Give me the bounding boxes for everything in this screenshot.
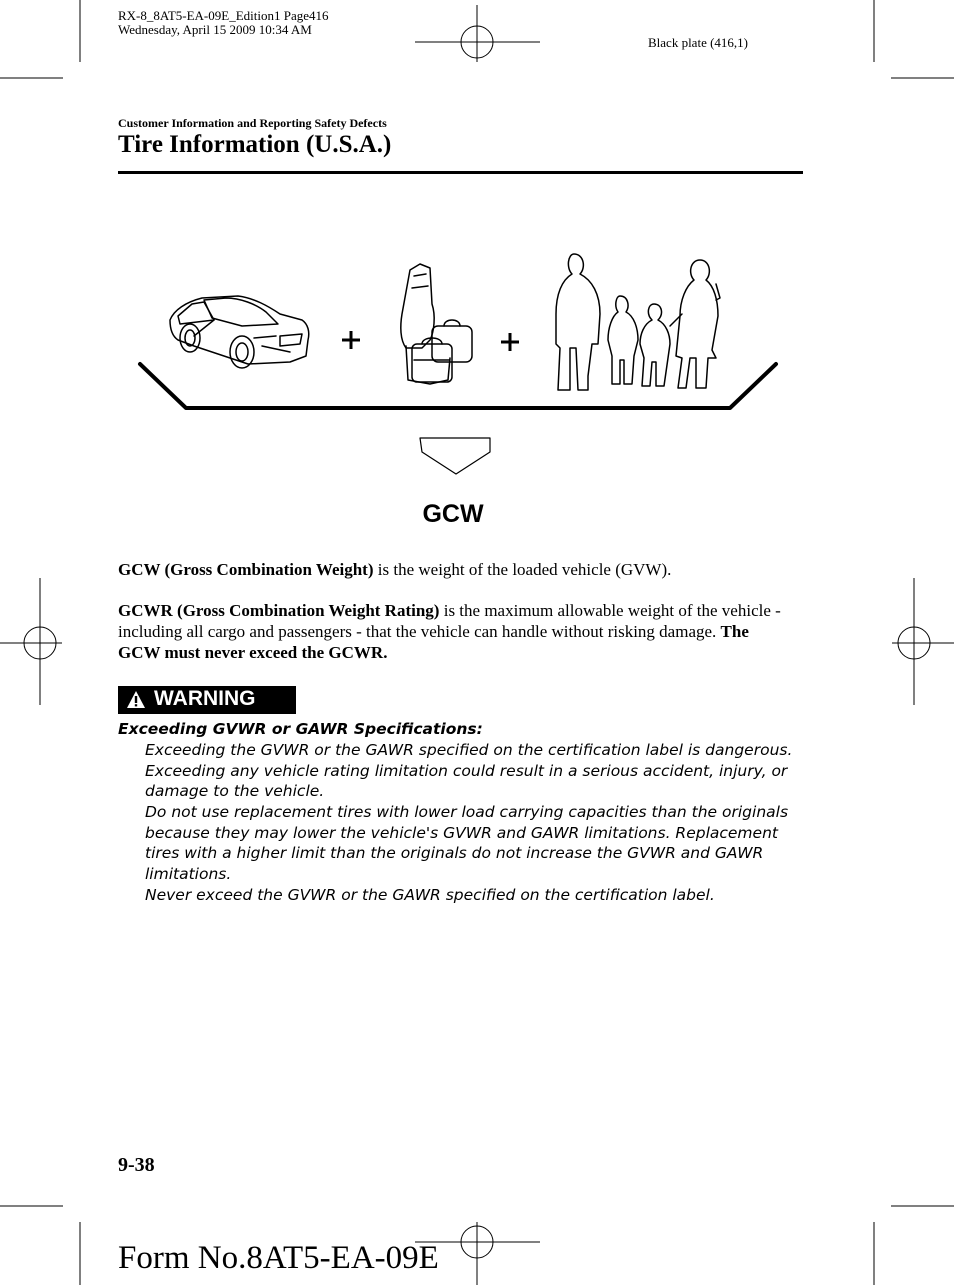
warning-banner	[118, 686, 296, 714]
title-rule	[118, 171, 803, 174]
gcwr-emphasis: The GCW must never exceed the GCWR.	[118, 622, 749, 662]
gcw-definition	[118, 559, 788, 580]
form-number: Form No.8AT5-EA-09E	[118, 1240, 439, 1276]
gcw-label: GCW	[422, 500, 484, 528]
luggage-illustration	[401, 264, 472, 384]
warning-heading: Exceeding GVWR or GAWR Specifications:	[118, 720, 483, 738]
registration-mark-left	[0, 578, 62, 705]
timestamp: Wednesday, April 15 2009 10:34 AM	[118, 22, 312, 37]
down-arrow-icon	[420, 438, 490, 474]
warning-paragraph-1: Exceeding the GVWR or the GAWR specified on the certification label is dangerous. Exceeding any vehicle rating limitation could result in a serious accident, injury, or damage to the vehicle.	[145, 741, 793, 801]
registration-mark-top	[415, 5, 540, 62]
car-illustration	[170, 296, 309, 368]
gcwr-definition	[118, 600, 788, 663]
section-label: Customer Information and Reporting Safety Defects	[118, 116, 387, 130]
page-title: Tire Information (U.S.A.)	[118, 131, 392, 158]
gcwr-text: is the maximum allowable weight of the vehicle - including all cargo and passengers - that the vehicle can handle without risking damage.	[118, 601, 781, 641]
gcw-term: GCW (Gross Combination Weight)	[118, 560, 374, 579]
family-silhouettes	[556, 254, 720, 390]
file-info: RX-8_8AT5-EA-09E_Edition1 Page416	[118, 8, 329, 23]
plate-info: Black plate (416,1)	[648, 35, 748, 50]
warning-triangle-icon	[126, 690, 146, 709]
warning-paragraph-2: Do not use replacement tires with lower load carrying capacities than the originals because they may lower the vehicle's GVWR and GAWR limitations. Replacement tires with a higher limit than the originals do not increase the GVWR and GAWR limitations.	[145, 803, 789, 884]
gcw-text: is the weight of the loaded vehicle (GVW).	[373, 560, 672, 579]
warning-label: WARNING	[154, 687, 256, 710]
plus-sign-1: +	[351, 350, 352, 351]
gcwr-term: GCWR (Gross Combination Weight Rating)	[118, 601, 440, 620]
gcw-figure	[130, 240, 790, 535]
page-number: 9-38	[118, 1154, 155, 1176]
registration-mark-right	[892, 578, 954, 705]
warning-paragraph-3: Never exceed the GVWR or the GAWR specified on the certification label.	[145, 886, 715, 904]
